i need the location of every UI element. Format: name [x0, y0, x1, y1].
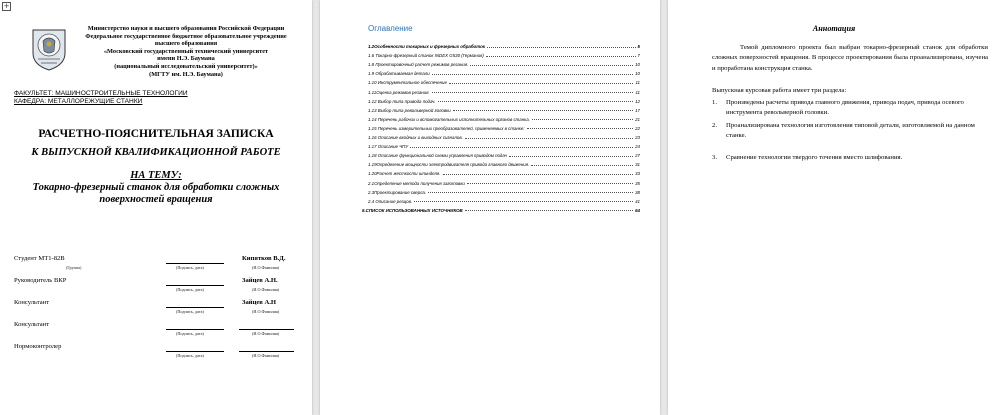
list-number: 3. — [712, 154, 718, 162]
topic-title: Токарно-фрезерный станок для обработки сложных поверхностей вращения — [32, 182, 280, 205]
toc-entry[interactable] — [368, 131, 640, 140]
toc-page-number: 12 — [635, 98, 640, 104]
toc-leader-dots — [410, 147, 633, 148]
toc-page-number: 41 — [635, 198, 640, 204]
toc-page-number: 64 — [635, 207, 640, 213]
toc-entry-text: 1.17 Описание ЧПУ — [368, 144, 409, 150]
toc-leader-dots — [465, 210, 633, 211]
toc-leader-dots — [470, 65, 633, 66]
signature-caption: (Подпись, дата) — [176, 331, 204, 336]
faculty-block — [14, 90, 188, 106]
name-line — [239, 351, 294, 352]
toc-entry-text: 2.1Определение метода получения заготовки — [368, 180, 465, 186]
list-number: 2. — [712, 121, 718, 129]
list-text: Проанализирована технология изготовления типовой детали, изготовляемой на данном станке. — [726, 121, 975, 139]
toc-entry-text: 1.13 Выбор типа револьверной головки — [368, 107, 451, 113]
signature-line — [166, 307, 224, 308]
toc-leader-dots — [465, 138, 633, 139]
toc-entry[interactable] — [368, 67, 640, 76]
signer-name: Зайцев А.Н. — [242, 277, 278, 284]
toc-page-number: 33 — [635, 171, 640, 177]
toc-leader-dots — [432, 74, 633, 75]
toc-entry-text: 1.10 Инструментальное обеспечение — [368, 80, 447, 86]
signature-row-consultant-1 — [14, 299, 304, 315]
toc-list — [362, 40, 640, 213]
toc-entry[interactable] — [368, 49, 640, 58]
signature-line — [166, 351, 224, 352]
list-item — [712, 98, 988, 119]
toc-entry-text: 1.18 Описание функциональной схемы управления приводом подач — [368, 153, 507, 159]
name-caption: (И.О.Фамилия) — [252, 353, 280, 358]
signature-line — [166, 285, 224, 286]
signature-label: Консультант — [14, 299, 50, 306]
toc-entry-text: 2.4 Описание резцов. — [368, 198, 413, 204]
ministry-line: (национальный исследовательский университет)» — [114, 62, 258, 70]
toc-entry-text: 1.2Особенности токарных и фрезерных обработок — [368, 44, 485, 50]
signature-label: Консультант — [14, 321, 50, 328]
toc-leader-dots — [428, 192, 633, 193]
table-move-handle-icon[interactable]: + — [3, 2, 10, 10]
toc-leader-dots — [467, 183, 633, 184]
toc-leader-dots — [487, 47, 636, 48]
annotation-intro: Выпускная курсовая работа имеет три раздела: — [712, 87, 847, 94]
toc-page-number: 31 — [635, 162, 640, 168]
signature-row-supervisor — [14, 277, 304, 293]
document-subheading: К ВЫПУСКНОЙ КВАЛИФИКАЦИОННОЙ РАБОТЕ — [31, 147, 281, 158]
list-text: Сравнение технологии твердого точения вместо шлифования. — [726, 154, 903, 162]
faculty-name: ФАКУЛЬТЕТ: МАШИНОСТРОИТЕЛЬНЫЕ ТЕХНОЛОГИИ — [14, 90, 188, 97]
toc-leader-dots — [432, 92, 634, 93]
toc-entry-text: 1.12 Выбор типа привода подач. — [368, 98, 436, 104]
toc-entry[interactable] — [368, 76, 640, 85]
toc-entry-text: 1.15 Перечень измерительных преобразователей, применяемых в станке: — [368, 125, 525, 131]
annotation-page — [668, 0, 1000, 415]
toc-entry-text: 1.6 Токарно-фрезерный станок INDEX G530 (Германия) — [368, 53, 484, 59]
toc-entry[interactable] — [368, 104, 640, 113]
toc-entry[interactable] — [368, 186, 640, 195]
ministry-line: «Московский государственный технический университет — [103, 47, 269, 55]
toc-entry[interactable] — [362, 204, 640, 213]
toc-entry-text: 5.СПИСОК ИСПОЛЬЗОВАННЫХ ИСТОЧНИКОВ — [362, 207, 463, 213]
toc-entry[interactable] — [368, 122, 640, 131]
signature-caption: (Подпись, дата) — [176, 309, 204, 314]
signature-line — [166, 263, 224, 264]
name-caption: (И.О.Фамилия) — [252, 331, 280, 336]
topic-label: НА ТЕМУ: — [130, 170, 182, 181]
annotation-list — [712, 98, 988, 163]
toc-page-number: 11 — [635, 89, 640, 95]
toc-page-number: 5 — [637, 44, 640, 50]
name-line — [239, 329, 294, 330]
toc-leader-dots — [527, 128, 634, 129]
annotation-paragraph: Темой дипломного проекта был выбран токарно-фрезерный станок для обработки сложных поверхностей вращения. В процессе проектирования была проанализирована, изучена и проработана конструкция станка. — [712, 44, 988, 72]
toc-entry[interactable] — [368, 176, 640, 185]
toc-leader-dots — [443, 174, 634, 175]
toc-entry-text: 1.20Расчет жесткости шпинделя. — [368, 171, 441, 177]
toc-page-number: 27 — [635, 153, 640, 159]
toc-page-number: 21 — [635, 116, 640, 122]
toc-entry-text: 1.9 Обрабатываемая детали — [368, 71, 430, 77]
toc-page-number: 10 — [635, 62, 640, 68]
toc-page-number: 10 — [635, 71, 640, 77]
toc-page-number: 35 — [635, 180, 640, 186]
toc-leader-dots — [531, 165, 633, 166]
name-caption: (И.О.Фамилия) — [252, 309, 280, 314]
toc-page-number: 22 — [635, 125, 640, 131]
toc-entry-text: 1.8 Проектировочный расчет режимов резания. — [368, 62, 469, 68]
toc-heading: Оглавление — [368, 24, 413, 33]
ministry-line: имени Н.Э. Баумана — [157, 55, 215, 63]
ministry-line: Министерство науки и высшего образования Российской Федерации — [87, 25, 285, 32]
toc-entry[interactable] — [368, 149, 640, 158]
toc-page-number: 7 — [637, 53, 640, 59]
ministry-header — [75, 25, 297, 78]
toc-entry-text: 1.14 Перечень рабочих и вспомогательных исполнительных органов станка. — [368, 116, 530, 122]
toc-entry[interactable] — [368, 95, 640, 104]
toc-page-number: 17 — [635, 107, 640, 113]
toc-entry[interactable] — [368, 40, 640, 49]
toc-entry[interactable] — [368, 140, 640, 149]
university-emblem-icon — [30, 27, 68, 71]
toc-entry[interactable] — [368, 58, 640, 67]
ministry-line: Федеральное государственное бюджетное образовательное учреждение — [85, 32, 287, 40]
signer-name: Кипятков В.Д. — [242, 255, 286, 262]
toc-entry-text: 1.16 Описание входных и выходных сигналов. — [368, 135, 463, 141]
title-page — [0, 0, 312, 415]
toc-leader-dots — [532, 119, 633, 120]
ministry-line: (МГТУ им. Н.Э. Баумана) — [149, 70, 223, 78]
toc-leader-dots — [438, 101, 633, 102]
signature-label: Руководитель ВКР — [14, 277, 67, 284]
toc-entry[interactable] — [368, 85, 640, 94]
annotation-title: Аннотация — [812, 24, 856, 33]
toc-page-number: 23 — [635, 135, 640, 141]
toc-leader-dots — [414, 201, 633, 202]
group-caption: (Группа) — [66, 265, 82, 270]
document-heading: РАСЧЕТНО-ПОЯСНИТЕЛЬНАЯ ЗАПИСКА — [38, 128, 274, 140]
department-name: КАФЕДРА: МЕТАЛЛОРЕЖУЩИЕ СТАНКИ — [14, 98, 143, 105]
signature-caption: (Подпись, дата) — [176, 353, 204, 358]
signer-name: Зайцев А.Н — [242, 299, 277, 306]
toc-entry[interactable] — [368, 113, 640, 122]
list-number: 1. — [712, 99, 718, 106]
signature-caption: (Подпись, дата) — [176, 265, 204, 270]
toc-entry-text: 1.11Оценка режимов резания. — [368, 89, 430, 95]
toc-leader-dots — [486, 56, 636, 57]
signature-row-consultant-2 — [14, 321, 304, 337]
signature-line — [166, 329, 224, 330]
signature-label: Студент МТ1-82В — [14, 255, 65, 262]
toc-entry-text: 2.3Проектирование сверла. — [368, 189, 427, 195]
toc-page — [320, 0, 660, 415]
toc-page-number: 11 — [635, 80, 640, 86]
toc-entry[interactable] — [368, 158, 640, 167]
name-caption: (И.О.Фамилия) — [252, 287, 280, 292]
toc-entry-text: 1.19Определение мощности электродвигателя привода главного движения. — [368, 162, 530, 168]
name-caption: (И.О.Фамилия) — [252, 265, 280, 270]
signature-label: Нормоконтролер — [14, 343, 62, 350]
toc-leader-dots — [453, 110, 633, 111]
ministry-line: высшего образования — [154, 40, 218, 48]
toc-entry[interactable] — [368, 195, 640, 204]
list-text: Произведены расчеты привода главного движения, привода подач, привода осевого инструмента револьверной головки. — [726, 99, 964, 117]
toc-leader-dots — [509, 156, 633, 157]
list-item — [712, 121, 988, 142]
toc-page-number: 38 — [635, 189, 640, 195]
toc-entry[interactable] — [368, 167, 640, 176]
signature-caption: (Подпись, дата) — [176, 287, 204, 292]
list-item — [712, 153, 988, 163]
signature-row-student — [14, 255, 304, 271]
toc-page-number: 24 — [635, 144, 640, 150]
toc-leader-dots — [449, 83, 634, 84]
signature-row-norm-controller — [14, 343, 304, 359]
